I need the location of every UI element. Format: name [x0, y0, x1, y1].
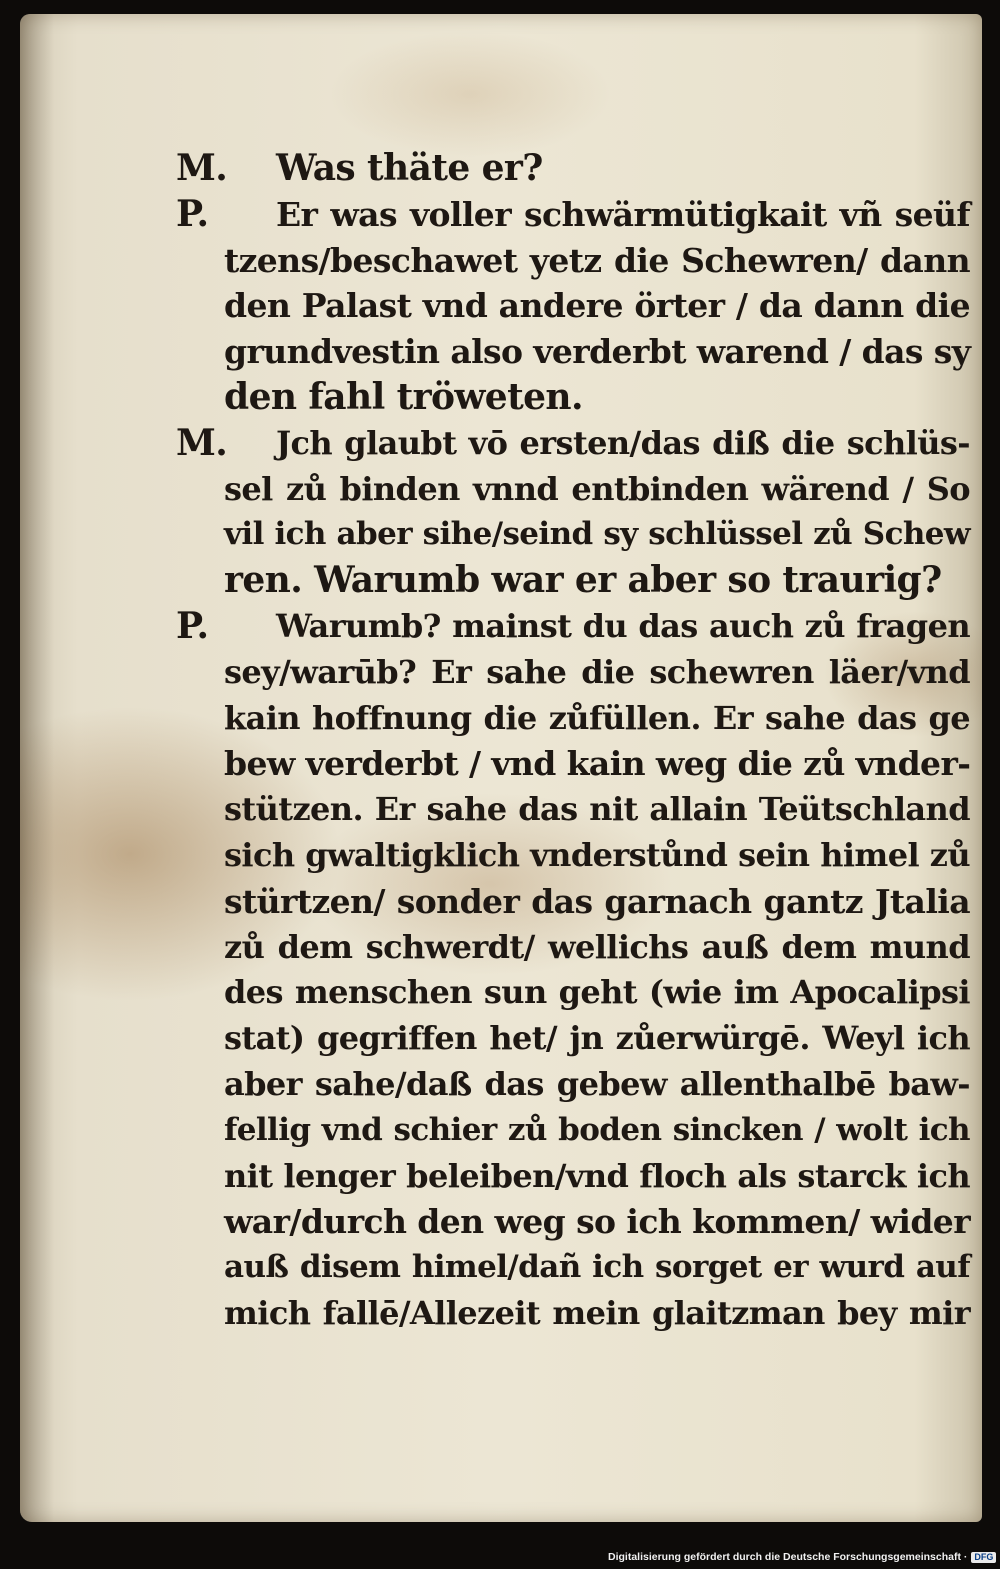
text-line: auß disem himel/dañ ich sorget er wurd auf [224, 1249, 970, 1286]
page-spine-shadow [20, 14, 54, 1522]
text-line: tzens/beschawet yetz die Schewren/ dann [224, 240, 970, 280]
book-page [20, 14, 982, 1522]
text-line: mich fallē/Allezeit mein glaitzman bey mir [224, 1293, 970, 1332]
speaker-label: P. [176, 192, 209, 235]
text-line: Was thäte er? [276, 147, 543, 189]
text-line: bew verderbt / vnd kain weg die zů vnder- [224, 744, 971, 784]
text-line: sey/warūb? Er sahe die schewren läer/vnd [224, 652, 970, 691]
text-line: sich gwaltigklich vnderstůnd sein himel zů [224, 835, 970, 874]
funding-footer [608, 1549, 996, 1565]
text-line: war/durch den weg so ich kommen/ wider [224, 1202, 970, 1242]
text-line: kain hoffnung die zůfüllen. Er sahe das ge [224, 698, 970, 737]
text-line: Jch glaubt vō ersten/das diß die schlüs- [276, 423, 970, 462]
text-line: aber sahe/daß das gebew allenthalbē baw- [224, 1064, 970, 1103]
text-line: nit lenger beleiben/vnd floch als starck ich [224, 1156, 970, 1195]
dialogue-text [176, 146, 976, 1337]
text-line: ren. Warumb war er aber so traurig? [224, 559, 942, 602]
text-line: sel zů binden vnnd entbinden wärend / So [224, 469, 970, 508]
funding-credit: Digitalisierung gefördert durch die Deutsche Forschungsgemeinschaft · [608, 1551, 968, 1563]
text-line: Warumb? mainst du das auch zů fragen [276, 606, 970, 645]
speaker-label: M. [176, 421, 228, 464]
dialogue-turn [176, 192, 976, 421]
text-line: stützen. Er sahe das nit allain Teütschland [224, 790, 970, 829]
text-line: zů dem schwerdt/ wellichs auß dem mund [224, 927, 970, 966]
text-line: fellig vnd schier zů boden sincken / wolt ich [224, 1111, 970, 1148]
text-line: Er was voller schwärmütigkait vñ seüf [276, 194, 970, 234]
dialogue-turn [176, 421, 976, 604]
dialogue-turn [176, 604, 976, 1337]
text-line: stat) gegriffen het/ jn zůerwürgē. Weyl ich [224, 1019, 970, 1058]
text-line: den Palast vnd andere örter / da dann die [224, 286, 970, 326]
speaker-label: M. [176, 147, 228, 189]
text-line: des menschen sun geht (wie im Apocalipsi [224, 973, 970, 1012]
dfg-logo: DFG [971, 1552, 996, 1563]
text-line: vil ich aber sihe/seind sy schlüssel zů Schew [224, 516, 970, 553]
dialogue-turn [176, 146, 976, 192]
speaker-label: P. [176, 604, 209, 647]
text-line: den fahl tröweten. [224, 375, 583, 418]
text-line: grundvestin also verderbt warend / das sy [224, 332, 971, 372]
text-line: stürtzen/ sonder das garnach gantz Jtalia [224, 881, 970, 921]
